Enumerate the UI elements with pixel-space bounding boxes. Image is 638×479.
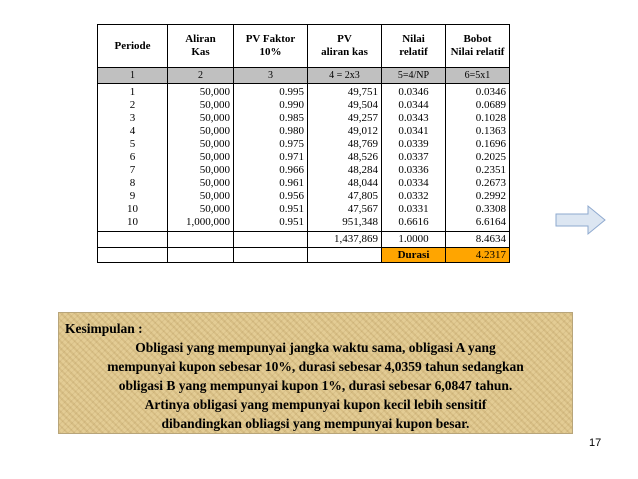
table-cell: 951,348 [308,216,382,232]
table-cell: 8 [98,177,168,190]
table-cell: 0.0343 [382,112,446,125]
durasi-label: Durasi [382,248,446,263]
table-cell: 0.1028 [446,112,510,125]
right-arrow-icon [555,204,607,236]
table-cell: 50,000 [168,177,234,190]
table-row [98,190,510,203]
table-cell: 0.0331 [382,203,446,216]
conclusion-line: dibandingkan obliagsi yang mempunyai kupon besar. [161,416,470,431]
conclusion-heading: Kesimpulan : [65,321,143,336]
table-cell: 0.0346 [382,84,446,100]
table-cell: 50,000 [168,112,234,125]
table-cell: 5 [98,138,168,151]
table-cell: 48,526 [308,151,382,164]
table-cell: 0.961 [234,177,308,190]
header-nilai-relatif-line1: Nilai [402,33,425,46]
table-cell: 0.956 [234,190,308,203]
totals-empty-cell [234,232,308,248]
totals-row [98,232,510,248]
table-cell: 3 [98,112,168,125]
durasi-empty-cell [168,248,234,263]
table-cell: 2 [98,99,168,112]
table-cell: 0.0336 [382,164,446,177]
table-cell: 49,257 [308,112,382,125]
conclusion-line: obligasi B yang mempunyai kupon 1%, durasi sebesar 6,0847 tahun. [118,378,513,393]
table-cell: 48,284 [308,164,382,177]
header-periode: Periode [98,25,168,68]
table-cell: 49,504 [308,99,382,112]
index-cell: 5=4/NP [382,68,446,84]
table-cell: 0.0346 [446,84,510,100]
header-aliran-line1: Aliran [185,33,216,46]
table-cell: 0.0334 [382,177,446,190]
table-cell: 0.995 [234,84,308,100]
header-bobot-line2: Nilai relatif [450,46,505,58]
table-cell: 0.2025 [446,151,510,164]
table-cell: 10 [98,216,168,232]
header-aliran-kas [168,25,234,68]
table-cell: 0.0339 [382,138,446,151]
table-cell: 6 [98,151,168,164]
durasi-empty-cell [98,248,168,263]
table-row [98,138,510,151]
header-bobot [446,25,510,68]
table-cell: 0.980 [234,125,308,138]
durasi-empty-cell [308,248,382,263]
table-row [98,203,510,216]
table-cell: 50,000 [168,138,234,151]
table-row [98,177,510,190]
durasi-row [98,248,510,263]
table-cell: 0.1363 [446,125,510,138]
relatif-total: 1.0000 [382,232,446,248]
index-cell: 4 = 2x3 [308,68,382,84]
table-row [98,99,510,112]
table-cell: 47,805 [308,190,382,203]
header-pv-aliran [308,25,382,68]
index-cell: 2 [168,68,234,84]
header-pv-faktor-line1: PV Faktor [245,33,296,46]
header-nilai-relatif-line2: relatif [399,46,428,58]
table-row [98,125,510,138]
table-row [98,84,510,100]
table-cell: 7 [98,164,168,177]
table-cell: 47,567 [308,203,382,216]
table-cell: 50,000 [168,84,234,100]
pv-total: 1,437,869 [308,232,382,248]
table-cell: 50,000 [168,125,234,138]
table-cell: 0.0344 [382,99,446,112]
index-cell: 3 [234,68,308,84]
table-cell: 0.2992 [446,190,510,203]
index-cell: 1 [98,68,168,84]
table-cell: 4 [98,125,168,138]
durasi-empty-cell [234,248,308,263]
table-cell: 0.0337 [382,151,446,164]
table-cell: 1,000,000 [168,216,234,232]
table-cell: 0.971 [234,151,308,164]
table-cell: 0.2673 [446,177,510,190]
table-cell: 0.951 [234,203,308,216]
table-cell: 0.0332 [382,190,446,203]
header-pv-aliran-line2: aliran kas [321,46,368,58]
index-cell: 6=5x1 [446,68,510,84]
table-cell: 0.966 [234,164,308,177]
totals-empty-cell [168,232,234,248]
header-pv-faktor [234,25,308,68]
table-cell: 0.3308 [446,203,510,216]
table-cell: 50,000 [168,190,234,203]
conclusion-box [58,312,573,434]
table-cell: 0.0341 [382,125,446,138]
table-cell: 0.975 [234,138,308,151]
duration-table [97,24,510,263]
table-row [98,151,510,164]
table-row [98,164,510,177]
table-cell: 49,751 [308,84,382,100]
conclusion-line: Artinya obligasi yang mempunyai kupon kecil lebih sensitif [144,397,487,412]
conclusion-line: Obligasi yang mempunyai jangka waktu sama, obligasi A yang [135,340,496,355]
table-cell: 0.6616 [382,216,446,232]
table-cell: 0.0689 [446,99,510,112]
header-pv-faktor-line2: 10% [259,46,282,58]
header-nilai-relatif [382,25,446,68]
totals-empty-cell [98,232,168,248]
table-cell: 0.951 [234,216,308,232]
table-cell: 0.2351 [446,164,510,177]
table-cell: 0.990 [234,99,308,112]
header-pv-aliran-line1: PV [337,33,352,46]
table-cell: 49,012 [308,125,382,138]
conclusion-body [65,338,566,433]
bobot-total: 8.4634 [446,232,510,248]
table-cell: 6.6164 [446,216,510,232]
header-aliran-line2: Kas [191,46,210,58]
table-row [98,112,510,125]
table-cell: 50,000 [168,151,234,164]
table-cell: 0.1696 [446,138,510,151]
column-index-row [98,68,510,84]
header-bobot-line1: Bobot [463,33,492,46]
table-cell: 50,000 [168,203,234,216]
page-number: 17 [589,437,602,449]
table-header-row [98,25,510,68]
table-cell: 9 [98,190,168,203]
durasi-value: 4.2317 [446,248,510,263]
table-cell: 10 [98,203,168,216]
table-cell: 50,000 [168,99,234,112]
table-cell: 48,769 [308,138,382,151]
table-cell: 48,044 [308,177,382,190]
table-cell: 0.985 [234,112,308,125]
table-cell: 1 [98,84,168,100]
table-cell: 50,000 [168,164,234,177]
table-row [98,216,510,232]
conclusion-line: mempunyai kupon sebesar 10%, durasi sebesar 4,0359 tahun sedangkan [107,359,524,374]
